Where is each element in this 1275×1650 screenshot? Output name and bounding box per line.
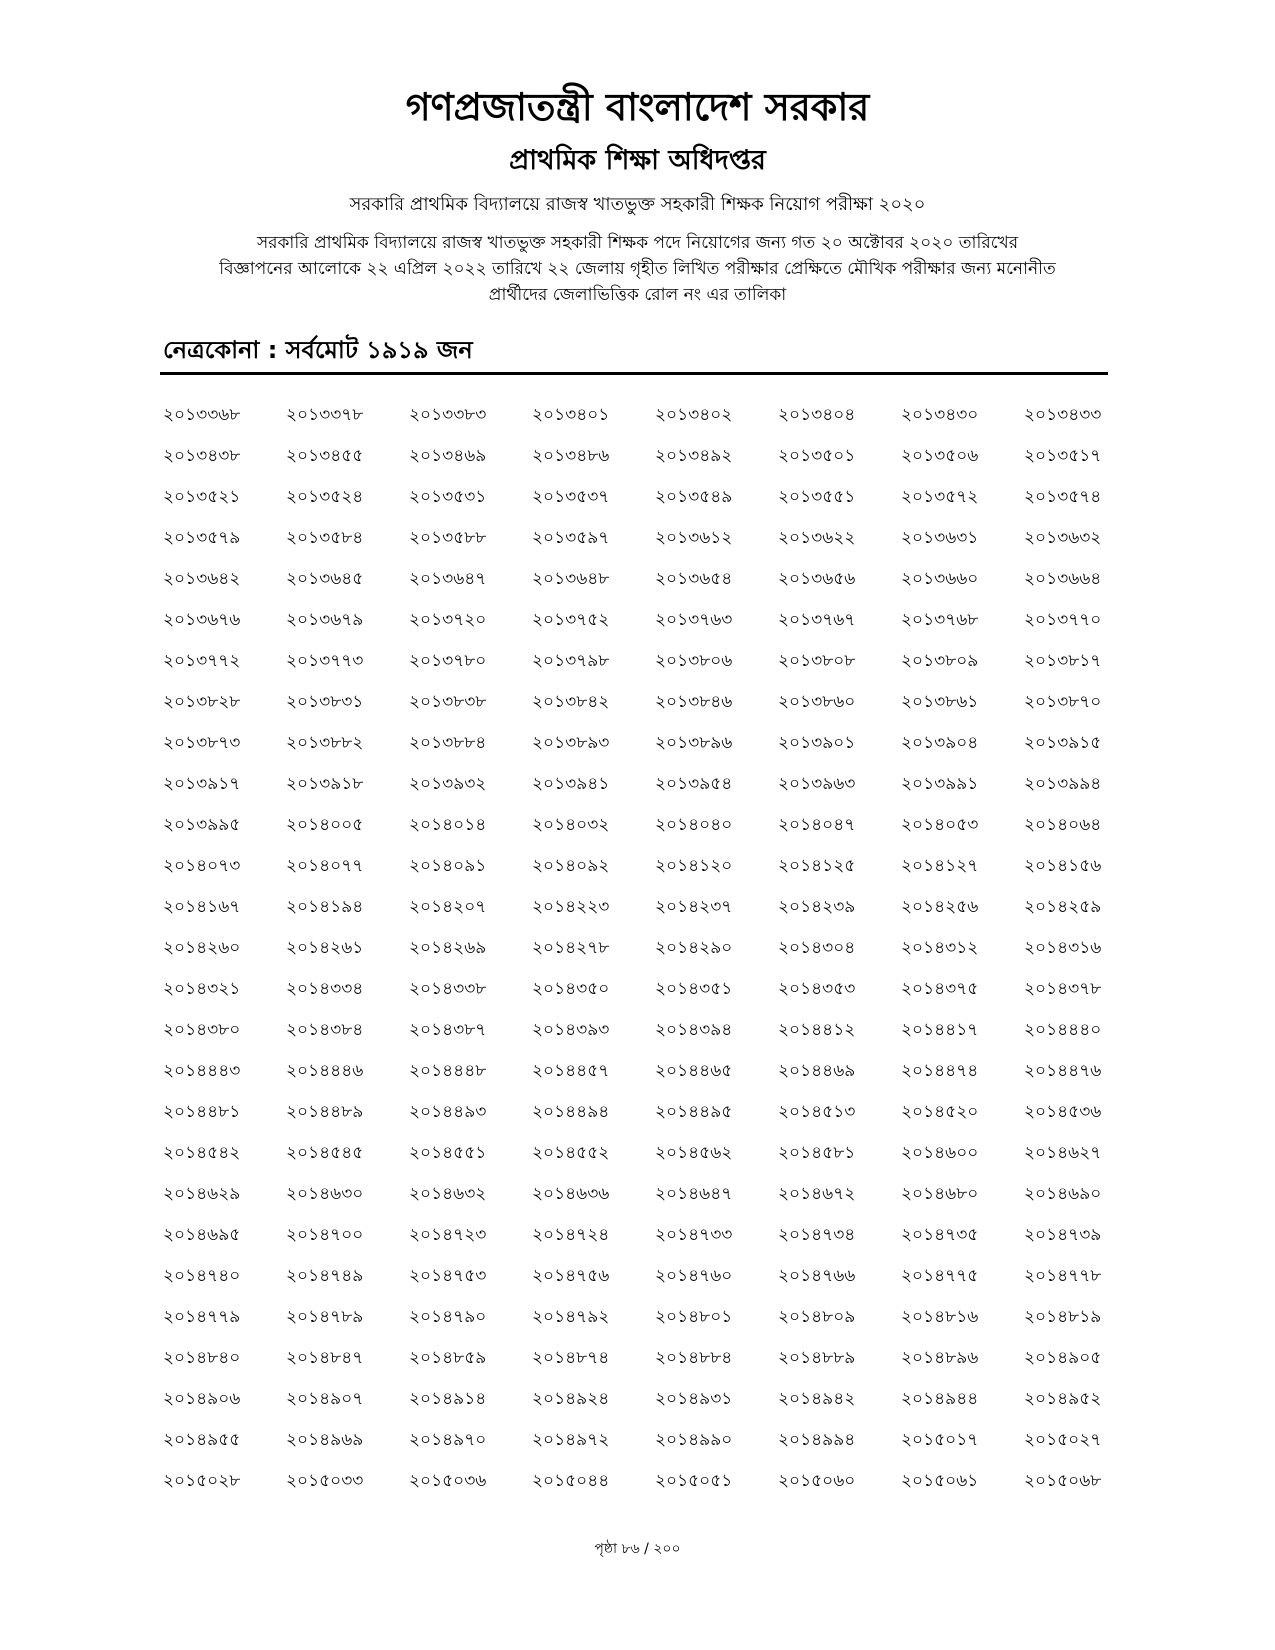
roll-number-cell: ২০১৪৭৭৯	[163, 1307, 241, 1327]
roll-number-cell: ২০১৪৬৩২	[409, 1184, 487, 1204]
roll-number-cell: ২০১৪৭৯০	[409, 1307, 487, 1327]
roll-number-cell: ২০১৩৪০১	[532, 405, 610, 425]
roll-number-cell: ২০১৪৮০১	[655, 1307, 733, 1327]
roll-number-cell: ২০১৩৪৫৫	[286, 446, 364, 466]
roll-number-cell: ২০১৪০১৪	[409, 815, 487, 835]
roll-number-cell: ২০১৪৩৮৭	[409, 1020, 487, 1040]
roll-number-cell: ২০১৪১২৭	[901, 856, 979, 876]
roll-number-cell: ২০১৪৮৭৪	[532, 1348, 610, 1368]
roll-number-cell: ২০১৪৮৯৬	[901, 1348, 979, 1368]
roll-number-cell: ২০১৪৮৮৯	[778, 1348, 856, 1368]
roll-number-cell: ২০১৪৮০৯	[778, 1307, 856, 1327]
roll-number-cell: ২০১৪৭৫৩	[409, 1266, 487, 1286]
roll-number-cell: ২০১৫০৩৩	[286, 1471, 364, 1491]
roll-number-cell: ২০১৫০৬৮	[1024, 1471, 1102, 1491]
description-line: প্রার্থীদের জেলাভিত্তিক রোল নং এর তালিকা	[488, 285, 787, 305]
roll-number-cell: ২০১৪৬৪৭	[655, 1184, 733, 1204]
roll-number-cell: ২০১৪৮৪০	[163, 1348, 241, 1368]
roll-number-cell: ২০১৩৪৩০	[901, 405, 979, 425]
roll-number-cell: ২০১৪৫৩৬	[1024, 1102, 1102, 1122]
roll-number-cell: ২০১৪৫৪২	[163, 1143, 241, 1163]
roll-number-cell: ২০১৪১৯৪	[286, 897, 364, 917]
roll-number-cell: ২০১৩৫৭২	[901, 487, 979, 507]
roll-number-cell: ২০১৩৬১২	[655, 528, 733, 548]
roll-number-cell: ২০১৪৯৯০	[655, 1430, 733, 1450]
roll-number-cell: ২০১৩৬৭৬	[163, 610, 241, 630]
roll-number-cell: ২০১৪৩৫১	[655, 979, 733, 999]
roll-number-cell: ২০১৩৯০১	[778, 733, 856, 753]
roll-number-cell: ২০১৪৯৪৪	[901, 1389, 979, 1409]
roll-number-cell: ২০১৩৭৮০	[409, 651, 487, 671]
roll-number-cell: ২০১৪৬০০	[901, 1143, 979, 1163]
roll-number-cell: ২০১৪৩৫৩	[778, 979, 856, 999]
roll-number-cell: ২০১৪৭৪০	[163, 1266, 241, 1286]
roll-number-cell: ২০১৪৩৫০	[532, 979, 610, 999]
roll-number-cell: ২০১৪৬২৯	[163, 1184, 241, 1204]
roll-number-cell: ২০১৪২৬১	[286, 938, 364, 958]
roll-number-cell: ২০১৪৬৩০	[286, 1184, 364, 1204]
roll-number-cell: ২০১৪৩৮৪	[286, 1020, 364, 1040]
roll-number-cell: ২০১৪১৫৬	[1024, 856, 1102, 876]
roll-number-cell: ২০১৩৫৩৭	[532, 487, 610, 507]
roll-number-cell: ২০১৫০৩৬	[409, 1471, 487, 1491]
roll-number-cell: ২০১৪০৭৩	[163, 856, 241, 876]
roll-number-cell: ২০১৪৫২০	[901, 1102, 979, 1122]
roll-number-cell: ২০১৩৮৭৩	[163, 733, 241, 753]
roll-number-cell: ২০১৩৭৬৭	[778, 610, 856, 630]
roll-number-cell: ২০১৪৭০০	[286, 1225, 364, 1245]
roll-number-cell: ২০১৩৯৩২	[409, 774, 487, 794]
roll-number-cell: ২০১৪৪৭৬	[1024, 1061, 1102, 1081]
roll-number-cell: ২০১৪০০৫	[286, 815, 364, 835]
roll-number-cell: ২০১৪২৫৯	[1024, 897, 1102, 917]
roll-number-cell: ২০১৪৭৫৬	[532, 1266, 610, 1286]
roll-number-cell: ২০১৪৯০৫	[1024, 1348, 1102, 1368]
roll-number-cell: ২০১৪০৬৪	[1024, 815, 1102, 835]
roll-number-cell: ২০১৩৫০৬	[901, 446, 979, 466]
roll-number-cell: ২০১৪৪১২	[778, 1020, 856, 1040]
roll-number-cell: ২০১৪৬৮০	[901, 1184, 979, 1204]
roll-number-cell: ২০১৪০৪০	[655, 815, 733, 835]
roll-number-cell: ২০১৪৪৯৪	[532, 1102, 610, 1122]
roll-number-cell: ২০১৩৬৩১	[901, 528, 979, 548]
roll-number-cell: ২০১৩৮৩৮	[409, 692, 487, 712]
roll-number-cell: ২০১৪৭৮৯	[286, 1307, 364, 1327]
roll-number-cell: ২০১৩৮০৮	[778, 651, 856, 671]
roll-number-cell: ২০১৩৭৫২	[532, 610, 610, 630]
roll-number-cell: ২০১৩৪৩৩	[1024, 405, 1102, 425]
roll-number-cell: ২০১৩৭৬৮	[901, 610, 979, 630]
roll-number-cell: ২০১৪০৯২	[532, 856, 610, 876]
roll-number-cell: ২০১৪১৬৭	[163, 897, 241, 917]
roll-number-cell: ২০১৩৫৮৪	[286, 528, 364, 548]
roll-number-cell: ২০১৪২৬০	[163, 938, 241, 958]
roll-number-cell: ২০১৪৮১৯	[1024, 1307, 1102, 1327]
roll-number-cell: ২০১৪০৫৩	[901, 815, 979, 835]
government-title: গণপ্রজাতন্ত্রী বাংলাদেশ সরকার	[405, 84, 870, 129]
roll-number-cell: ২০১৪২৭৮	[532, 938, 610, 958]
roll-number-cell: ২০১৪৩৩৪	[286, 979, 364, 999]
roll-number-cell: ২০১৩৬৫৬	[778, 569, 856, 589]
roll-number-cell: ২০১৩৩৮৩	[409, 405, 487, 425]
roll-number-cell: ২০১৪৪৯৩	[409, 1102, 487, 1122]
roll-number-cell: ২০১৩৬৭৯	[286, 610, 364, 630]
roll-number-cell: ২০১৩৬৪৮	[532, 569, 610, 589]
roll-number-cell: ২০১৪৯৩১	[655, 1389, 733, 1409]
roll-number-cell: ২০১৪৬৩৬	[532, 1184, 610, 1204]
roll-number-cell: ২০১৩৮৪৬	[655, 692, 733, 712]
heading-divider	[160, 372, 1108, 375]
roll-number-cell: ২০১৪৬৭২	[778, 1184, 856, 1204]
roll-number-cell: ২০১৪৯২৪	[532, 1389, 610, 1409]
roll-number-cell: ২০১৪২৯০	[655, 938, 733, 958]
roll-number-cell: ২০১৩৬৬৪	[1024, 569, 1102, 589]
roll-number-cell: ২০১৪২৬৯	[409, 938, 487, 958]
roll-number-cell: ২০১৪১২৫	[778, 856, 856, 876]
roll-number-cell: ২০১৩৯১৭	[163, 774, 241, 794]
roll-number-cell: ২০১৪৯০৬	[163, 1389, 241, 1409]
roll-number-cell: ২০১৪৩৭৫	[901, 979, 979, 999]
roll-number-cell: ২০১৪৭৩৩	[655, 1225, 733, 1245]
roll-number-cell: ২০১৩৮৭০	[1024, 692, 1102, 712]
roll-number-cell: ২০১৩৫৭৪	[1024, 487, 1102, 507]
roll-number-cell: ২০১৪০৭৭	[286, 856, 364, 876]
roll-number-cell: ২০১৩৪০২	[655, 405, 733, 425]
roll-number-cell: ২০১৪৯৯৪	[778, 1430, 856, 1450]
roll-number-cell: ২০১৩৮১৭	[1024, 651, 1102, 671]
roll-number-cell: ২০১৪০৪৭	[778, 815, 856, 835]
roll-number-cell: ২০১৪৩২১	[163, 979, 241, 999]
roll-number-cell: ২০১৩৪৮৬	[532, 446, 610, 466]
roll-number-cell: ২০১৩৯৯১	[901, 774, 979, 794]
roll-number-cell: ২০১৩৮২৮	[163, 692, 241, 712]
roll-number-cell: ২০১৪৪৪৮	[409, 1061, 487, 1081]
roll-number-cell: ২০১৪৭২৩	[409, 1225, 487, 1245]
roll-number-cell: ২০১৪৯৭০	[409, 1430, 487, 1450]
roll-number-table	[163, 405, 1108, 1512]
roll-number-cell: ২০১৩৯৯৫	[163, 815, 241, 835]
roll-number-cell: ২০১৪৯৬৯	[286, 1430, 364, 1450]
roll-number-cell: ২০১৩৯৫৪	[655, 774, 733, 794]
roll-number-cell: ২০১৪৪৮১	[163, 1102, 241, 1122]
roll-number-cell: ২০১৪৬৯০	[1024, 1184, 1102, 1204]
roll-number-cell: ২০১৪৭৩৫	[901, 1225, 979, 1245]
roll-number-cell: ২০১৫০৪৪	[532, 1471, 610, 1491]
roll-number-cell: ২০১৪৫১৩	[778, 1102, 856, 1122]
roll-number-cell: ২০১৪৩১৬	[1024, 938, 1102, 958]
roll-number-cell: ২০১৩৮০৬	[655, 651, 733, 671]
roll-number-cell: ২০১৪৪৫৭	[532, 1061, 610, 1081]
roll-number-cell: ২০১৪৭৯২	[532, 1307, 610, 1327]
roll-number-cell: ২০১৩৮৬০	[778, 692, 856, 712]
roll-number-cell: ২০১৪৩৯৩	[532, 1020, 610, 1040]
roll-number-cell: ২০১৩৪৬৯	[409, 446, 487, 466]
roll-number-cell: ২০১৪৩৩৮	[409, 979, 487, 999]
roll-number-cell: ২০১৩৫৫১	[778, 487, 856, 507]
roll-number-cell: ২০১৪২৩৭	[655, 897, 733, 917]
roll-number-cell: ২০১৪২৫৬	[901, 897, 979, 917]
roll-number-cell: ২০১৪৮১৬	[901, 1307, 979, 1327]
roll-number-cell: ২০১৪৮৫৯	[409, 1348, 487, 1368]
roll-number-cell: ২০১৪৪৯৫	[655, 1102, 733, 1122]
roll-number-cell: ২০১৪৫৬২	[655, 1143, 733, 1163]
roll-number-cell: ২০১৪১২০	[655, 856, 733, 876]
description-line: বিজ্ঞাপনের আলোকে ২২ এপ্রিল ২০২২ তারিখে ২২ জেলায় গৃহীত লিখিত পরীক্ষার প্রেক্ষিতে মৌখিক পরীক্ষার জন্য মনোনীত	[219, 259, 1056, 279]
roll-number-cell: ২০১৪৯৫৫	[163, 1430, 241, 1450]
roll-number-cell: ২০১৩৮৯৬	[655, 733, 733, 753]
roll-number-cell: ২০১৪৪৬৯	[778, 1061, 856, 1081]
roll-number-cell: ২০১৩৬৬০	[901, 569, 979, 589]
roll-number-cell: ২০১৩৫৮৮	[409, 528, 487, 548]
roll-number-cell: ২০১৪৩৮০	[163, 1020, 241, 1040]
roll-number-cell: ২০১৪৫৫১	[409, 1143, 487, 1163]
roll-number-cell: ২০১৩৭৯৮	[532, 651, 610, 671]
roll-number-cell: ২০১৪৫৪৫	[286, 1143, 364, 1163]
roll-number-cell: ২০১৫০৬১	[901, 1471, 979, 1491]
roll-number-cell: ২০১৩৫৯৭	[532, 528, 610, 548]
roll-number-cell: ২০১৪৬২৭	[1024, 1143, 1102, 1163]
roll-number-cell: ২০১৩৫৪৯	[655, 487, 733, 507]
roll-number-cell: ২০১৪৯৪২	[778, 1389, 856, 1409]
roll-number-cell: ২০১৩৯১৮	[286, 774, 364, 794]
roll-number-cell: ২০১৪৭৭৫	[901, 1266, 979, 1286]
notice-description	[150, 230, 1125, 308]
roll-number-cell: ২০১৫০২৮	[163, 1471, 241, 1491]
roll-number-cell: ২০১৩৬৪২	[163, 569, 241, 589]
roll-number-cell: ২০১৩৫২৪	[286, 487, 364, 507]
roll-number-cell: ২০১৪৯৭২	[532, 1430, 610, 1450]
roll-number-cell: ২০১৫০২৭	[1024, 1430, 1102, 1450]
roll-number-cell: ২০১৪২০৭	[409, 897, 487, 917]
roll-number-cell: ২০১৪০৯১	[409, 856, 487, 876]
roll-number-cell: ২০১৪৪৪৩	[163, 1061, 241, 1081]
roll-number-cell: ২০১৪৩৯৪	[655, 1020, 733, 1040]
roll-number-cell: ২০১৪৯৫২	[1024, 1389, 1102, 1409]
roll-number-cell: ২০১৩৫৩১	[409, 487, 487, 507]
roll-number-cell: ২০১৪৫৫২	[532, 1143, 610, 1163]
roll-number-cell: ২০১৪৩৭৮	[1024, 979, 1102, 999]
roll-number-cell: ২০১৩৬৪৭	[409, 569, 487, 589]
roll-number-cell: ২০১৩৬৩২	[1024, 528, 1102, 548]
roll-number-cell: ২০১৪৭৩৯	[1024, 1225, 1102, 1245]
roll-number-cell: ২০১৪৭৭৮	[1024, 1266, 1102, 1286]
roll-number-cell: ২০১৩৪৯২	[655, 446, 733, 466]
roll-number-cell: ২০১৩৮৬১	[901, 692, 979, 712]
roll-number-cell: ২০১৫০৫১	[655, 1471, 733, 1491]
roll-number-cell: ২০১৩৮৪২	[532, 692, 610, 712]
roll-number-cell: ২০১৪৪৬৫	[655, 1061, 733, 1081]
roll-number-cell: ২০১৩৫৭৯	[163, 528, 241, 548]
roll-number-cell: ২০১৩৭৭২	[163, 651, 241, 671]
roll-number-cell: ২০১৩৮৩১	[286, 692, 364, 712]
roll-number-cell: ২০১৪০৩২	[532, 815, 610, 835]
roll-number-cell: ২০১৪৪৮৯	[286, 1102, 364, 1122]
roll-number-cell: ২০১৪৪৪০	[1024, 1020, 1102, 1040]
roll-number-cell: ২০১৩৯৯৪	[1024, 774, 1102, 794]
roll-number-cell: ২০১৫০৬০	[778, 1471, 856, 1491]
roll-number-cell: ২০১৪৩০৪	[778, 938, 856, 958]
roll-number-cell: ২০১৩৮৮২	[286, 733, 364, 753]
roll-number-cell: ২০১৪৩১২	[901, 938, 979, 958]
page-number: পৃষ্ঠা ৮৬ / ২০০	[594, 1541, 681, 1557]
roll-number-cell: ২০১৩৯১৫	[1024, 733, 1102, 753]
roll-number-cell: ২০১৩৭৭৩	[286, 651, 364, 671]
roll-number-cell: ২০১৪৯০৭	[286, 1389, 364, 1409]
roll-number-cell: ২০১৩৪৩৮	[163, 446, 241, 466]
roll-number-cell: ২০১৪৪৭৪	[901, 1061, 979, 1081]
roll-number-cell: ২০১৪২২৩	[532, 897, 610, 917]
roll-number-cell: ২০১৩৯৪১	[532, 774, 610, 794]
roll-number-cell: ২০১৩৬৪৫	[286, 569, 364, 589]
roll-number-cell: ২০১৪৮৪৭	[286, 1348, 364, 1368]
district-heading: নেত্রকোনা : সর্বমোট ১৯১৯ জন	[163, 336, 473, 364]
roll-number-cell: ২০১৩৮৯৩	[532, 733, 610, 753]
roll-number-cell: ২০১৩৫১৭	[1024, 446, 1102, 466]
roll-number-cell: ২০১৩৭৭০	[1024, 610, 1102, 630]
roll-number-cell: ২০১৩৬২২	[778, 528, 856, 548]
roll-number-cell: ২০১৪৭৩৪	[778, 1225, 856, 1245]
roll-number-cell: ২০১৩৩৬৮	[163, 405, 241, 425]
roll-number-cell: ২০১৪৬৯৫	[163, 1225, 241, 1245]
roll-number-cell: ২০১৪৪১৭	[901, 1020, 979, 1040]
roll-number-cell: ২০১৩৯৬৩	[778, 774, 856, 794]
roll-number-cell: ২০১৪৭৬০	[655, 1266, 733, 1286]
description-line: সরকারি প্রাথমিক বিদ্যালয়ে রাজস্ব খাতভুক্ত সহকারী শিক্ষক পদে নিয়োগের জন্য গত ২০ অক্টোবর ২০২০ তারিখের	[256, 233, 1019, 253]
roll-number-cell: ২০১৩৩৭৮	[286, 405, 364, 425]
roll-number-cell: ২০১৪৮৮৪	[655, 1348, 733, 1368]
roll-number-cell: ২০১৪৭২৪	[532, 1225, 610, 1245]
roll-number-cell: ২০১৩৭২০	[409, 610, 487, 630]
roll-number-cell: ২০১৩৯০৪	[901, 733, 979, 753]
roll-number-cell: ২০১৩৭৬৩	[655, 610, 733, 630]
roll-number-cell: ২০১৪৪৪৬	[286, 1061, 364, 1081]
roll-number-cell: ২০১৩৮০৯	[901, 651, 979, 671]
roll-number-cell: ২০১৪৭৪৯	[286, 1266, 364, 1286]
roll-number-cell: ২০১৪৭৬৬	[778, 1266, 856, 1286]
department-title: প্রাথমিক শিক্ষা অধিদপ্তর	[509, 145, 766, 176]
roll-number-cell: ২০১৪৯১৪	[409, 1389, 487, 1409]
roll-number-cell: ২০১৪২৩৯	[778, 897, 856, 917]
roll-number-cell: ২০১৪৫৮১	[778, 1143, 856, 1163]
roll-number-cell: ২০১৩৫০১	[778, 446, 856, 466]
roll-number-cell: ২০১৩৪০৪	[778, 405, 856, 425]
roll-number-cell: ২০১৩৮৮৪	[409, 733, 487, 753]
roll-number-cell: ২০১৫০১৭	[901, 1430, 979, 1450]
roll-number-cell: ২০১৩৫২১	[163, 487, 241, 507]
exam-title: সরকারি প্রাথমিক বিদ্যালয়ে রাজস্ব খাতভুক্ত সহকারী শিক্ষক নিয়োগ পরীক্ষা ২০২০	[349, 194, 926, 215]
roll-number-cell: ২০১৩৬৫৪	[655, 569, 733, 589]
